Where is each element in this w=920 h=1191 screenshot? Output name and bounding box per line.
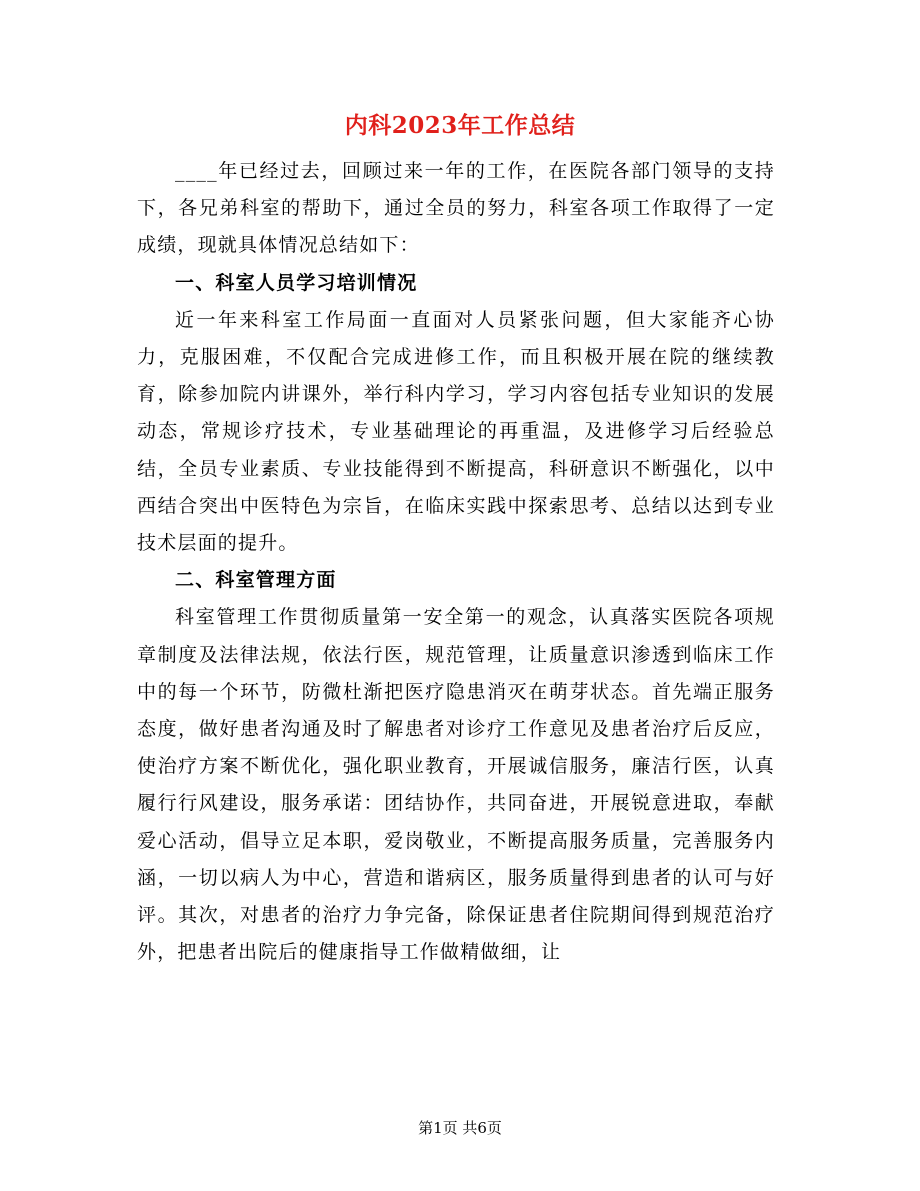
section-heading-1: 一、科室人员学习培训情况: [175, 271, 418, 294]
intro-paragraph: ____年已经过去，回顾过来一年的工作，在医院各部门领导的支持下，各兄弟科室的帮助下，通过全员的努力，科室各项工作取得了一定成绩，现就具体情况总结如下：: [137, 160, 775, 257]
section-heading-2: 二、科室管理方面: [175, 569, 337, 592]
document-body: [137, 153, 775, 971]
section-1-paragraph: 近一年来科室工作局面一直面对人员紧张问题，但大家能齐心协力，克服困难，不仅配合完成进修工作，而且积极开展在院的继续教育，除参加院内讲课外，举行科内学习，学习内容包括专业知识的发展动态，常规诊疗技术，专业基础理论的再重温，及进修学习后经验总结，全员专业素质、专业技能得到不断提高，科研意识不断强化，以中西结合突出中医特色为宗旨，在临床实践中探索思考、总结以达到专业技术层面的提升。: [137, 308, 775, 555]
document-title: 内科2023年工作总结: [344, 112, 576, 139]
section-2-paragraph: 科室管理工作贯彻质量第一安全第一的观念，认真落实医院各项规章制度及法律法规，依法行医，规范管理，让质量意识渗透到临床工作中的每一个环节，防微杜渐把医疗隐患消灭在萌芽状态。首先端正服务态度，做好患者沟通及时了解患者对诊疗工作意见及患者治疗后反应，使治疗方案不断优化，强化职业教育，开展诚信服务，廉洁行医，认真履行行风建设，服务承诺：团结协作，共同奋进，开展锐意进取，奉献爱心活动，倡导立足本职，爱岗敬业，不断提高服务质量，完善服务内涵，一切以病人为中心，营造和谐病区，服务质量得到患者的认可与好评。其次，对患者的治疗力争完备，除保证患者住院期间得到规范治疗外，把患者出院后的健康指导工作做精做细，让: [137, 606, 775, 964]
page-number: 第1页 共6页: [418, 1119, 502, 1137]
